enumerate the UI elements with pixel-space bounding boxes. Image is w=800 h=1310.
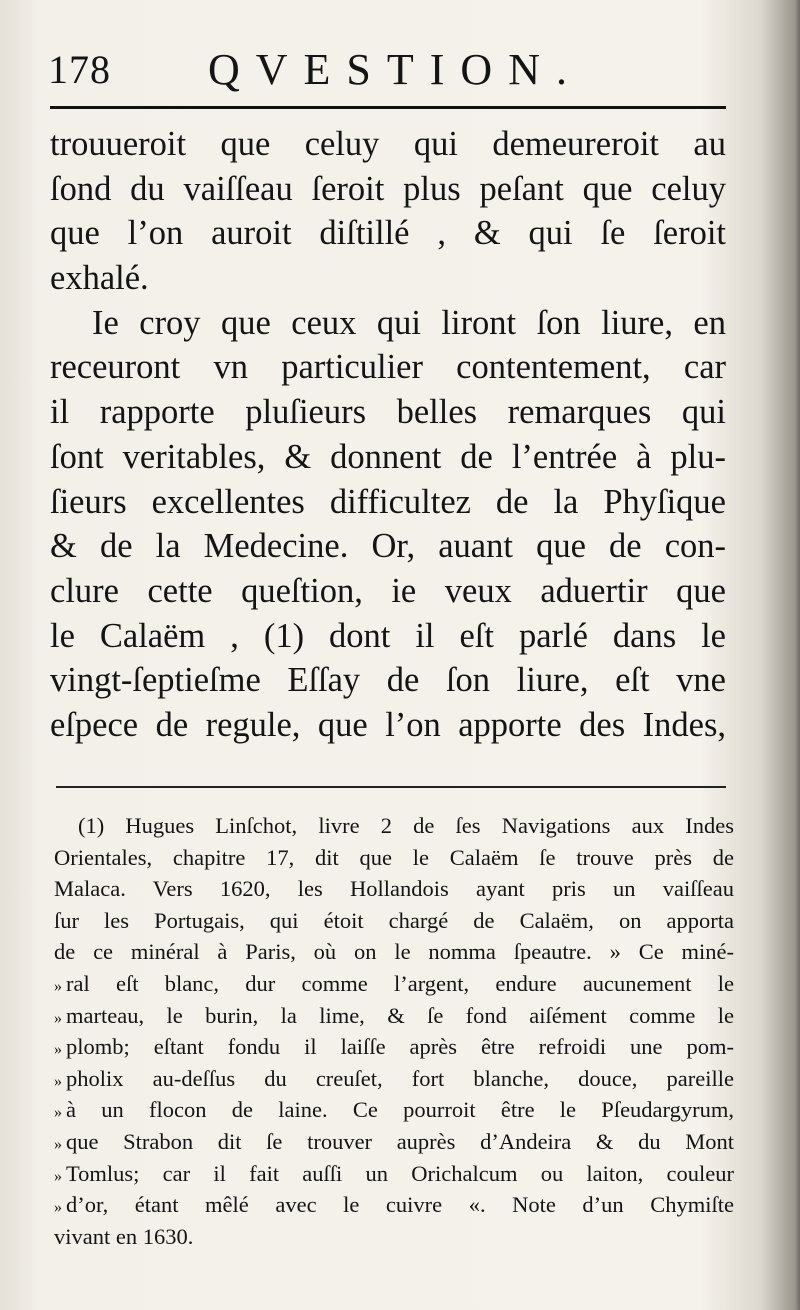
footnote-line-text: d’or, étant mêlé avec le cuivre «. Note d’un Chymiſte — [66, 1192, 734, 1218]
main-text — [50, 122, 726, 748]
page-number: 178 — [48, 47, 111, 92]
text-line: vingt-ſeptieſme Eſſay de ſon liure, eſt vne — [50, 661, 726, 700]
text-line: & de la Medecine. Or, auant que de con- — [50, 527, 726, 566]
text-line: trouueroit que celuy qui demeureroit au — [50, 125, 726, 163]
footnote-line-quoted — [54, 968, 734, 1000]
footnote-line: ſur les Portugais, qui étoit chargé de Calaëm, on apporta — [54, 907, 734, 933]
footnote-line-text: pholix au-deſſus du creuſet, fort blanche, douce, pareille — [66, 1065, 734, 1091]
footnote-rule — [56, 786, 726, 788]
page-header — [48, 40, 728, 100]
footnote-line: de ce minéral à Paris, où on le nomma ſpeautre. » Ce miné- — [54, 939, 734, 965]
text-line: que l’on auroit diſtillé , & qui ſe ſeroit — [50, 214, 726, 253]
footnote-line: (1) Hugues Linſchot, livre 2 de ſes Navigations aux Indes — [78, 813, 734, 838]
text-line: exhalé. — [50, 259, 149, 298]
footnote-line-text: que Strabon dit ſe trouver auprès d’Andeira & du Mont — [66, 1128, 734, 1154]
footnote-line: vivant en 1630. — [54, 1223, 194, 1249]
footnote-line-text: ral eſt blanc, dur comme l’argent, endure aucunement le — [66, 970, 734, 996]
footnote-line-quoted — [54, 1031, 734, 1063]
footnote-line-text: plomb; eſtant fondu il laiſſe après être refroidi une pom- — [66, 1034, 734, 1060]
footnote-line-quoted — [54, 1158, 734, 1190]
running-title: QVESTION. — [208, 45, 583, 94]
footnote-line-text: marteau, le burin, la lime, & ſe fond aiſément comme le — [66, 1002, 734, 1028]
footnote — [54, 810, 734, 1252]
footnote-line-text: à un flocon de laine. Ce pourroit être le Pſeudargyrum, — [66, 1097, 734, 1123]
text-line: Ie croy que ceux qui liront ſon liure, en — [92, 303, 726, 342]
footnote-line-quoted — [54, 1000, 734, 1032]
footnote-line: Orientales, chapitre 17, dit que le Calaëm ſe trouve près de — [54, 844, 734, 870]
quote-mark: » — [54, 1135, 62, 1153]
text-line: il rapporte pluſieurs belles remarques qui — [50, 393, 726, 432]
text-line: eſpece de regule, que l’on apporte des Indes, — [50, 705, 726, 744]
quote-mark: » — [54, 1104, 62, 1122]
header-rule — [50, 106, 726, 109]
footnote-line-quoted — [54, 1063, 734, 1095]
text-line: ſieurs excellentes difficultez de la Phyſique — [50, 482, 726, 521]
quote-mark: » — [54, 1009, 62, 1027]
text-line: le Calaëm , (1) dont il eſt parlé dans le — [50, 616, 726, 655]
text-line: receuront vn particulier contentement, car — [50, 348, 726, 387]
quote-mark: » — [54, 1199, 62, 1217]
footnote-line-quoted — [54, 1126, 734, 1158]
quote-mark: » — [54, 1041, 62, 1059]
text-line: ſond du vaiſſeau ſeroit plus peſant que celuy — [50, 169, 726, 208]
text-line: clure cette queſtion, ie veux aduertir que — [50, 571, 726, 610]
footnote-line-quoted — [54, 1094, 734, 1126]
quote-mark: » — [54, 1167, 62, 1185]
quote-mark: » — [54, 977, 62, 995]
footnote-line-text: Tomlus; car il fait auſſi un Orichalcum ou laiton, couleur — [66, 1160, 734, 1186]
text-line: ſont veritables, & donnent de l’entrée à plu- — [50, 437, 726, 476]
footnote-line-quoted — [54, 1189, 734, 1221]
footnote-line: Malaca. Vers 1620, les Hollandois ayant pris un vaiſſeau — [54, 876, 734, 902]
quote-mark: » — [54, 1072, 62, 1090]
